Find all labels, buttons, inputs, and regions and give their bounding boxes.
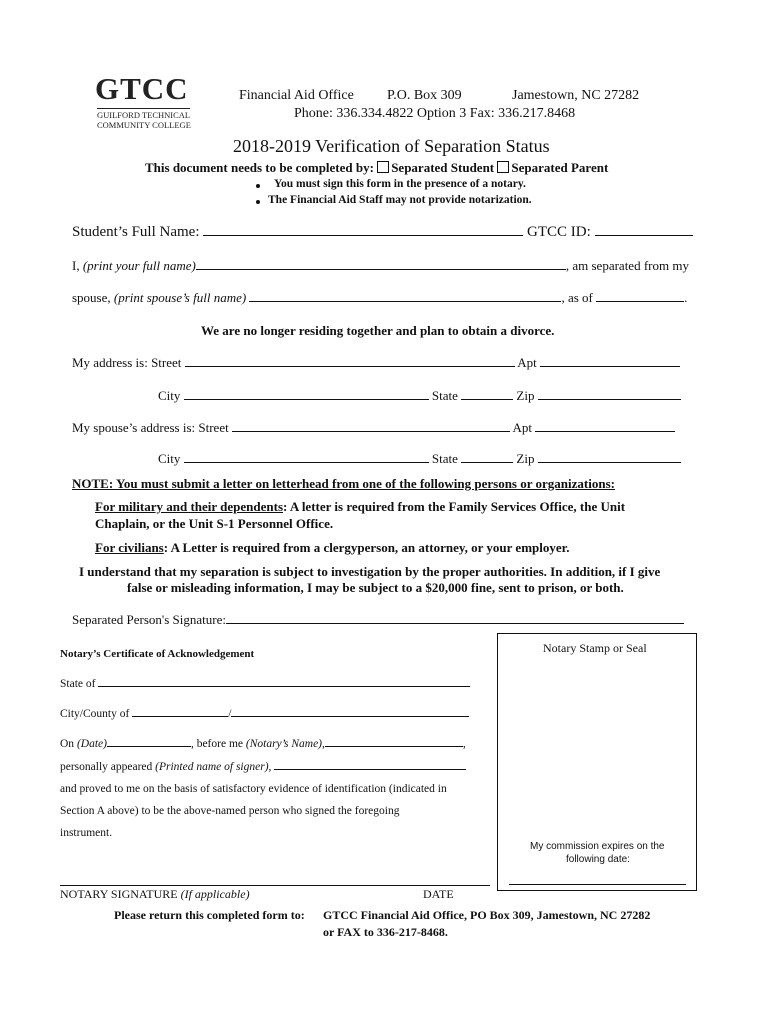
state-of-row — [60, 678, 470, 690]
my-zip-field[interactable] — [538, 398, 681, 400]
print-name-field[interactable] — [196, 268, 566, 270]
completed-by-label: This document needs to be completed by: — [145, 160, 374, 175]
separated-from-text: , am separated from my — [565, 258, 689, 273]
logo-wordmark: GTCC — [95, 71, 189, 106]
zip-label: Zip — [516, 451, 535, 466]
spouse-prefix: spouse, — [72, 290, 111, 305]
spouse-row — [72, 290, 687, 306]
gtcc-id-field[interactable] — [595, 234, 693, 236]
section-text: Section A above) to be the above-named person who signed the foregoing — [60, 805, 400, 817]
bullet-dot — [256, 200, 260, 204]
logo-line2: COMMUNITY COLLEGE — [97, 120, 191, 130]
instrument-text: instrument. — [60, 827, 113, 839]
my-address-label: My address is: Street — [72, 355, 182, 370]
bullet-item: You must sign this form in the presence of a notary. — [274, 178, 526, 190]
checkbox-separated-parent[interactable] — [497, 161, 509, 173]
understand-line1: I understand that my separation is subject to investigation by the proper authorities. In addition, if I give — [79, 564, 661, 579]
spouse-street-field[interactable] — [232, 430, 510, 432]
note-civilian — [95, 540, 569, 556]
notary-stamp-box — [497, 633, 697, 891]
zip-label: Zip — [516, 388, 535, 403]
notary-name-hint: (Notary’s Name), — [245, 738, 325, 750]
my-street-field[interactable] — [185, 365, 515, 367]
my-state-field[interactable] — [461, 398, 513, 400]
signature-field[interactable] — [226, 622, 684, 624]
commission-expires-1: My commission expires on the — [530, 841, 665, 852]
city-label: City — [158, 451, 181, 466]
gtcc-id-label: GTCC ID: — [527, 224, 591, 240]
spouse-name-field[interactable] — [249, 300, 561, 302]
civilian-text: : A Letter is required from a clergyperson, an attorney, or your employer. — [163, 540, 570, 555]
spouse-state-field[interactable] — [461, 461, 513, 463]
apt-label: Apt — [512, 420, 533, 435]
student-name-row — [72, 224, 693, 241]
date-label: DATE — [423, 887, 454, 901]
page-title: 2018-2019 Verification of Separation Status — [233, 136, 550, 156]
print-spouse-hint: (print spouse’s full name) — [113, 290, 247, 305]
apt-label: Apt — [517, 355, 537, 370]
note-heading: NOTE: You must submit a letter on letterhead from one of the following persons or organizations: — [72, 476, 615, 491]
header-phone: Phone: 336.334.4822 Option 3 Fax: 336.217.8468 — [294, 106, 576, 121]
state-label: State — [431, 451, 458, 466]
appeared-label: personally appeared — [60, 761, 153, 773]
print-name-row — [72, 258, 689, 274]
my-city-row — [158, 388, 681, 404]
before-me: , before me — [190, 738, 243, 750]
completed-by — [145, 160, 608, 176]
option-separated-student: Separated Student — [391, 160, 495, 175]
signature-label: Separated Person's Signature: — [72, 612, 226, 627]
if-applicable: (If applicable) — [180, 887, 250, 901]
city-county-row — [60, 708, 469, 720]
logo-line1: GUILFORD TECHNICAL — [97, 110, 191, 120]
note-military-cont: Chaplain, or the Unit S-1 Personnel Office. — [95, 516, 334, 531]
state-of-label: State of — [60, 678, 96, 690]
commission-expires-2: following date: — [566, 854, 630, 865]
understand-line2: false or misleading information, I may be subject to a $20,000 fine, sent to prison, or both. — [127, 580, 624, 595]
student-name-label: Student’s Full Name: — [72, 224, 200, 240]
header-pobox: P.O. Box 309 — [387, 88, 462, 103]
state-of-field[interactable] — [98, 685, 470, 687]
header-city: Jamestown, NC 27282 — [512, 88, 640, 103]
divorce-statement: We are no longer residing together and plan to obtain a divorce. — [201, 323, 555, 338]
on-date-row — [60, 738, 466, 750]
military-label: For military and their dependents — [95, 499, 284, 514]
notary-signature-label: NOTARY SIGNATURE — [60, 887, 178, 901]
county-field[interactable] — [231, 715, 469, 717]
my-address-row — [72, 355, 680, 371]
city-field[interactable] — [132, 715, 228, 717]
header-office: Financial Aid Office — [239, 88, 354, 103]
spouse-city-field[interactable] — [184, 461, 429, 463]
spouse-city-row — [158, 451, 681, 467]
print-name-hint: (print your full name) — [82, 258, 196, 273]
notary-stamp-label: Notary Stamp or Seal — [543, 641, 647, 655]
bullet-item: The Financial Aid Staff may not provide notarization. — [268, 194, 532, 206]
date-hint: (Date) — [76, 738, 107, 750]
signature-row — [72, 612, 684, 628]
signer-name-field[interactable] — [274, 768, 466, 770]
notary-signature-label-row — [60, 887, 250, 902]
slash: / — [228, 708, 232, 720]
city-county-label: City/County of — [60, 708, 130, 720]
notary-heading: Notary’s Certificate of Acknowledgement — [60, 648, 255, 660]
i-prefix: I, — [72, 258, 80, 273]
note-military — [95, 499, 625, 515]
spouse-apt-field[interactable] — [535, 430, 675, 432]
notary-signature-field[interactable] — [60, 884, 490, 886]
period: . — [684, 290, 688, 305]
spouse-address-row — [72, 420, 675, 436]
logo-rule — [97, 108, 190, 109]
as-of-date-field[interactable] — [596, 300, 684, 302]
appeared-row — [60, 761, 466, 773]
proved-text: and proved to me on the basis of satisfactory evidence of identification (indicated in — [60, 783, 447, 795]
return-address: GTCC Financial Aid Office, PO Box 309, Jamestown, NC 27282 — [323, 908, 651, 922]
notary-name-field[interactable] — [325, 745, 463, 747]
on-label: On — [60, 738, 75, 750]
as-of-text: , as of — [561, 290, 593, 305]
my-apt-field[interactable] — [540, 365, 680, 367]
comma: , — [462, 738, 466, 750]
commission-expiry-field[interactable] — [509, 883, 686, 885]
return-label: Please return this completed form to: — [114, 908, 305, 922]
bullet-dot — [256, 184, 260, 188]
city-label: City — [158, 388, 181, 403]
signer-hint: (Printed name of signer), — [155, 761, 272, 773]
spouse-address-label: My spouse’s address is: Street — [72, 420, 229, 435]
return-fax: or FAX to 336-217-8468. — [323, 925, 448, 939]
state-label: State — [431, 388, 458, 403]
student-name-field[interactable] — [203, 234, 523, 236]
notary-date-field[interactable] — [107, 745, 191, 747]
my-city-field[interactable] — [184, 398, 429, 400]
spouse-zip-field[interactable] — [538, 461, 681, 463]
civilian-label: For civilians — [95, 540, 164, 555]
option-separated-parent: Separated Parent — [511, 160, 609, 175]
military-text: : A letter is required from the Family Services Office, the Unit — [283, 499, 626, 514]
checkbox-separated-student[interactable] — [377, 161, 389, 173]
